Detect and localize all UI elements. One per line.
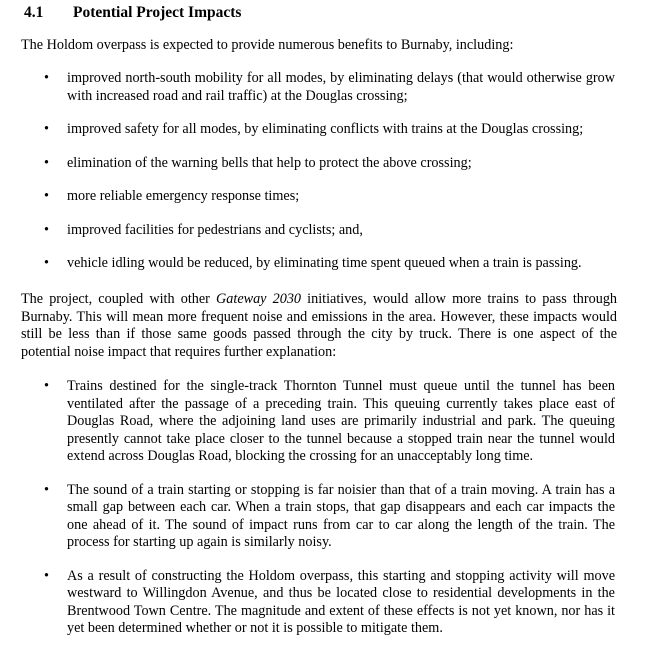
bullet-icon: • <box>44 221 49 238</box>
list-item-text: improved facilities for pedestrians and cyclists; and, <box>67 221 363 238</box>
section-heading <box>24 4 241 22</box>
list-item <box>0 70 615 105</box>
list-item-text: Trains destined for the single-track Thornton Tunnel must queue until the tunnel has been ventilated after the passage of a preceding train. This queuing currently takes place east of Douglas Road, where the adjoining land uses are primarily industrial and park. The queuing presently cannot take place closer to the tunnel because a stopped train near the tunnel would extend across Douglas Road, blocking the crossing for an unacceptably long time. <box>67 378 615 464</box>
bullet-icon: • <box>44 121 49 137</box>
bullet-icon: • <box>44 378 49 394</box>
list-item-text: vehicle idling would be reduced, by eliminating time spent queued when a train is passing. <box>67 255 582 271</box>
body-text-end: initiatives, would allow more trains to pass through Burnaby. This will mean more frequent noise and emissions in the area. However, these impacts would still be less than if those same goods passed through the city by truck. There is one aspect of the potential noise impact that requires further explanation: <box>21 291 618 360</box>
list-item-text: elimination of the warning bells that help to protect the above crossing; <box>67 154 472 171</box>
list-item <box>0 378 615 466</box>
intro-paragraph: The Holdom overpass is expected to provide numerous benefits to Burnaby, including: <box>21 37 514 53</box>
list-item <box>0 121 615 139</box>
list-item-text: The sound of a train starting or stopping is far noisier than that of a train moving. A train has a small gap between each car. When a train stops, that gap disappears and each car impacts the one ahead of it. The sound of impact runs from car to car along the length of the train. The process for starting up again is similarly noisy. <box>67 481 615 550</box>
list-item <box>0 155 615 173</box>
gateway-2030-emphasis: Gateway 2030 <box>216 291 302 307</box>
list-item <box>0 255 615 273</box>
bullet-icon: • <box>44 70 49 86</box>
noise-impact-list <box>0 378 654 654</box>
list-item-text: improved safety for all modes, by eliminating conflicts with trains at the Douglas crossing; <box>67 121 584 137</box>
bullet-icon: • <box>44 154 49 171</box>
list-item <box>0 222 615 240</box>
list-item <box>0 568 615 638</box>
section-title: Potential Project Impacts <box>73 4 242 21</box>
bullet-icon: • <box>44 255 49 271</box>
bullet-icon: • <box>44 567 49 584</box>
section-number: 4.1 <box>24 4 44 21</box>
bullet-icon: • <box>44 481 49 498</box>
list-item-text: As a result of constructing the Holdom overpass, this starting and stopping activity will move westward to Willingdon Avenue, and thus be located close to residential developments in the Brentwood Town Centre. The magnitude and extent of these effects is not yet known, nor has it yet been determined whether or not it is possible to mitigate them. <box>67 567 615 636</box>
list-item-text: more reliable emergency response times; <box>67 188 300 204</box>
list-item-text: improved north-south mobility for all modes, by eliminating delays (that would otherwise grow with increased road and rail traffic) at the Douglas crossing; <box>67 70 615 104</box>
body-paragraph <box>21 291 617 361</box>
body-text-start: The project, coupled with other <box>21 291 217 307</box>
list-item <box>0 482 615 552</box>
bullet-icon: • <box>44 188 49 204</box>
list-item <box>0 188 615 206</box>
benefits-list <box>0 70 654 289</box>
